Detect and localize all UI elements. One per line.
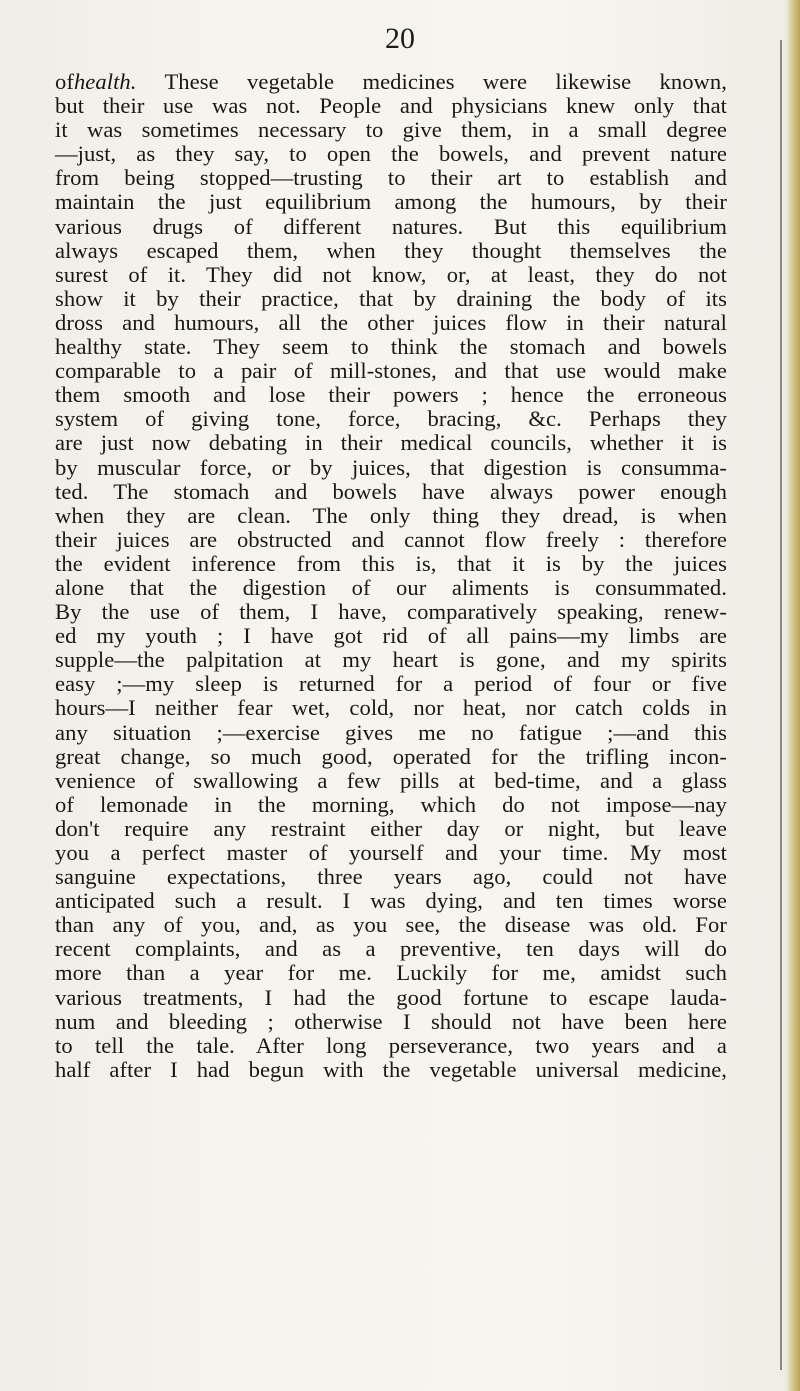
first-word: of xyxy=(55,69,74,94)
text-line: num and bleeding ; otherwise I should not have been here xyxy=(55,1008,727,1034)
text-line: you a perfect master of yourself and your time. My most xyxy=(55,840,727,865)
text-line-1: ofhealth. These vegetable medicines were likewise known, xyxy=(55,69,727,94)
body-text xyxy=(55,70,727,1082)
text-line: various treatments, I had the good fortune to escape lauda- xyxy=(55,984,727,1010)
page-edge-line xyxy=(780,40,782,1370)
italic-word: health. xyxy=(73,69,137,94)
text-line: but their use was not. People and physicians knew only that xyxy=(55,93,727,119)
text-line: by muscular force, or by juices, that digestion is consumma- xyxy=(55,454,727,480)
text-line: half after I had begun with the vegetable universal medicine, xyxy=(55,1056,727,1082)
text-line: dross and humours, all the other juices flow in their natural xyxy=(55,309,727,335)
text-line: don't require any restraint either day or night, but leave xyxy=(55,815,727,841)
text-line: various drugs of different natures. But this equilibrium xyxy=(55,213,727,239)
text-line: system of giving tone, force, bracing, &c. Perhaps they xyxy=(55,406,727,432)
text-line: from being stopped—trusting to their art to establish and xyxy=(55,165,727,191)
text-line: it was sometimes necessary to give them, in a small degree xyxy=(55,117,727,143)
text-line: any situation ;—exercise gives me no fatigue ;—and this xyxy=(55,719,727,745)
text-line: anticipated such a result. I was dying, and ten times worse xyxy=(55,888,727,914)
text-line: recent complaints, and as a preventive, ten days will do xyxy=(55,936,727,962)
text-line: venience of swallowing a few pills at bed-time, and a glass xyxy=(55,767,727,793)
text-line: always escaped them, when they thought themselves the xyxy=(55,237,727,263)
text-line: ted. The stomach and bowels have always power enough xyxy=(55,478,727,504)
text-line: great change, so much good, operated for the trifling incon- xyxy=(55,743,727,769)
text-line: than any of you, and, as you see, the disease was old. For xyxy=(55,912,727,938)
text-line: the evident inference from this is, that it is by the juices xyxy=(55,550,727,576)
text-line: ed my youth ; I have got rid of all pains—my limbs are xyxy=(55,623,727,649)
text-line: their juices are obstructed and cannot flow freely : therefore xyxy=(55,526,727,552)
text-line: maintain the just equilibrium among the humours, by their xyxy=(55,189,727,215)
text-line: healthy state. They seem to think the stomach and bowels xyxy=(55,334,727,360)
text-line: show it by their practice, that by draining the body of its xyxy=(55,285,727,311)
text-line: more than a year for me. Luckily for me, amidst such xyxy=(55,960,727,986)
text-line: them smooth and lose their powers ; hence the erroneous xyxy=(55,382,727,408)
text-line: sanguine expectations, three years ago, could not have xyxy=(55,864,727,890)
text-line: easy ;—my sleep is returned for a period of four or five xyxy=(55,671,727,697)
text-line: of lemonade in the morning, which do not impose—nay xyxy=(55,791,727,817)
page-number: 20 xyxy=(385,22,415,55)
page-edge-shading xyxy=(786,0,800,1391)
text-line: surest of it. They did not know, or, at least, they do not xyxy=(55,261,727,287)
text-line: —just, as they say, to open the bowels, and prevent nature xyxy=(55,141,727,167)
text-line: By the use of them, I have, comparatively speaking, renew- xyxy=(55,599,727,625)
text-line: hours—I neither fear wet, cold, nor heat, nor catch colds in xyxy=(55,695,727,721)
text-line: when they are clean. The only thing they dread, is when xyxy=(55,502,727,528)
text-line: to tell the tale. After long perseverance, two years and a xyxy=(55,1032,727,1058)
text-line: supple—the palpitation at my heart is gone, and my spirits xyxy=(55,647,727,673)
text-line: alone that the digestion of our aliments is consummated. xyxy=(55,574,727,600)
text-line: comparable to a pair of mill-stones, and that use would make xyxy=(55,358,727,384)
text-line: are just now debating in their medical councils, whether it is xyxy=(55,430,727,456)
